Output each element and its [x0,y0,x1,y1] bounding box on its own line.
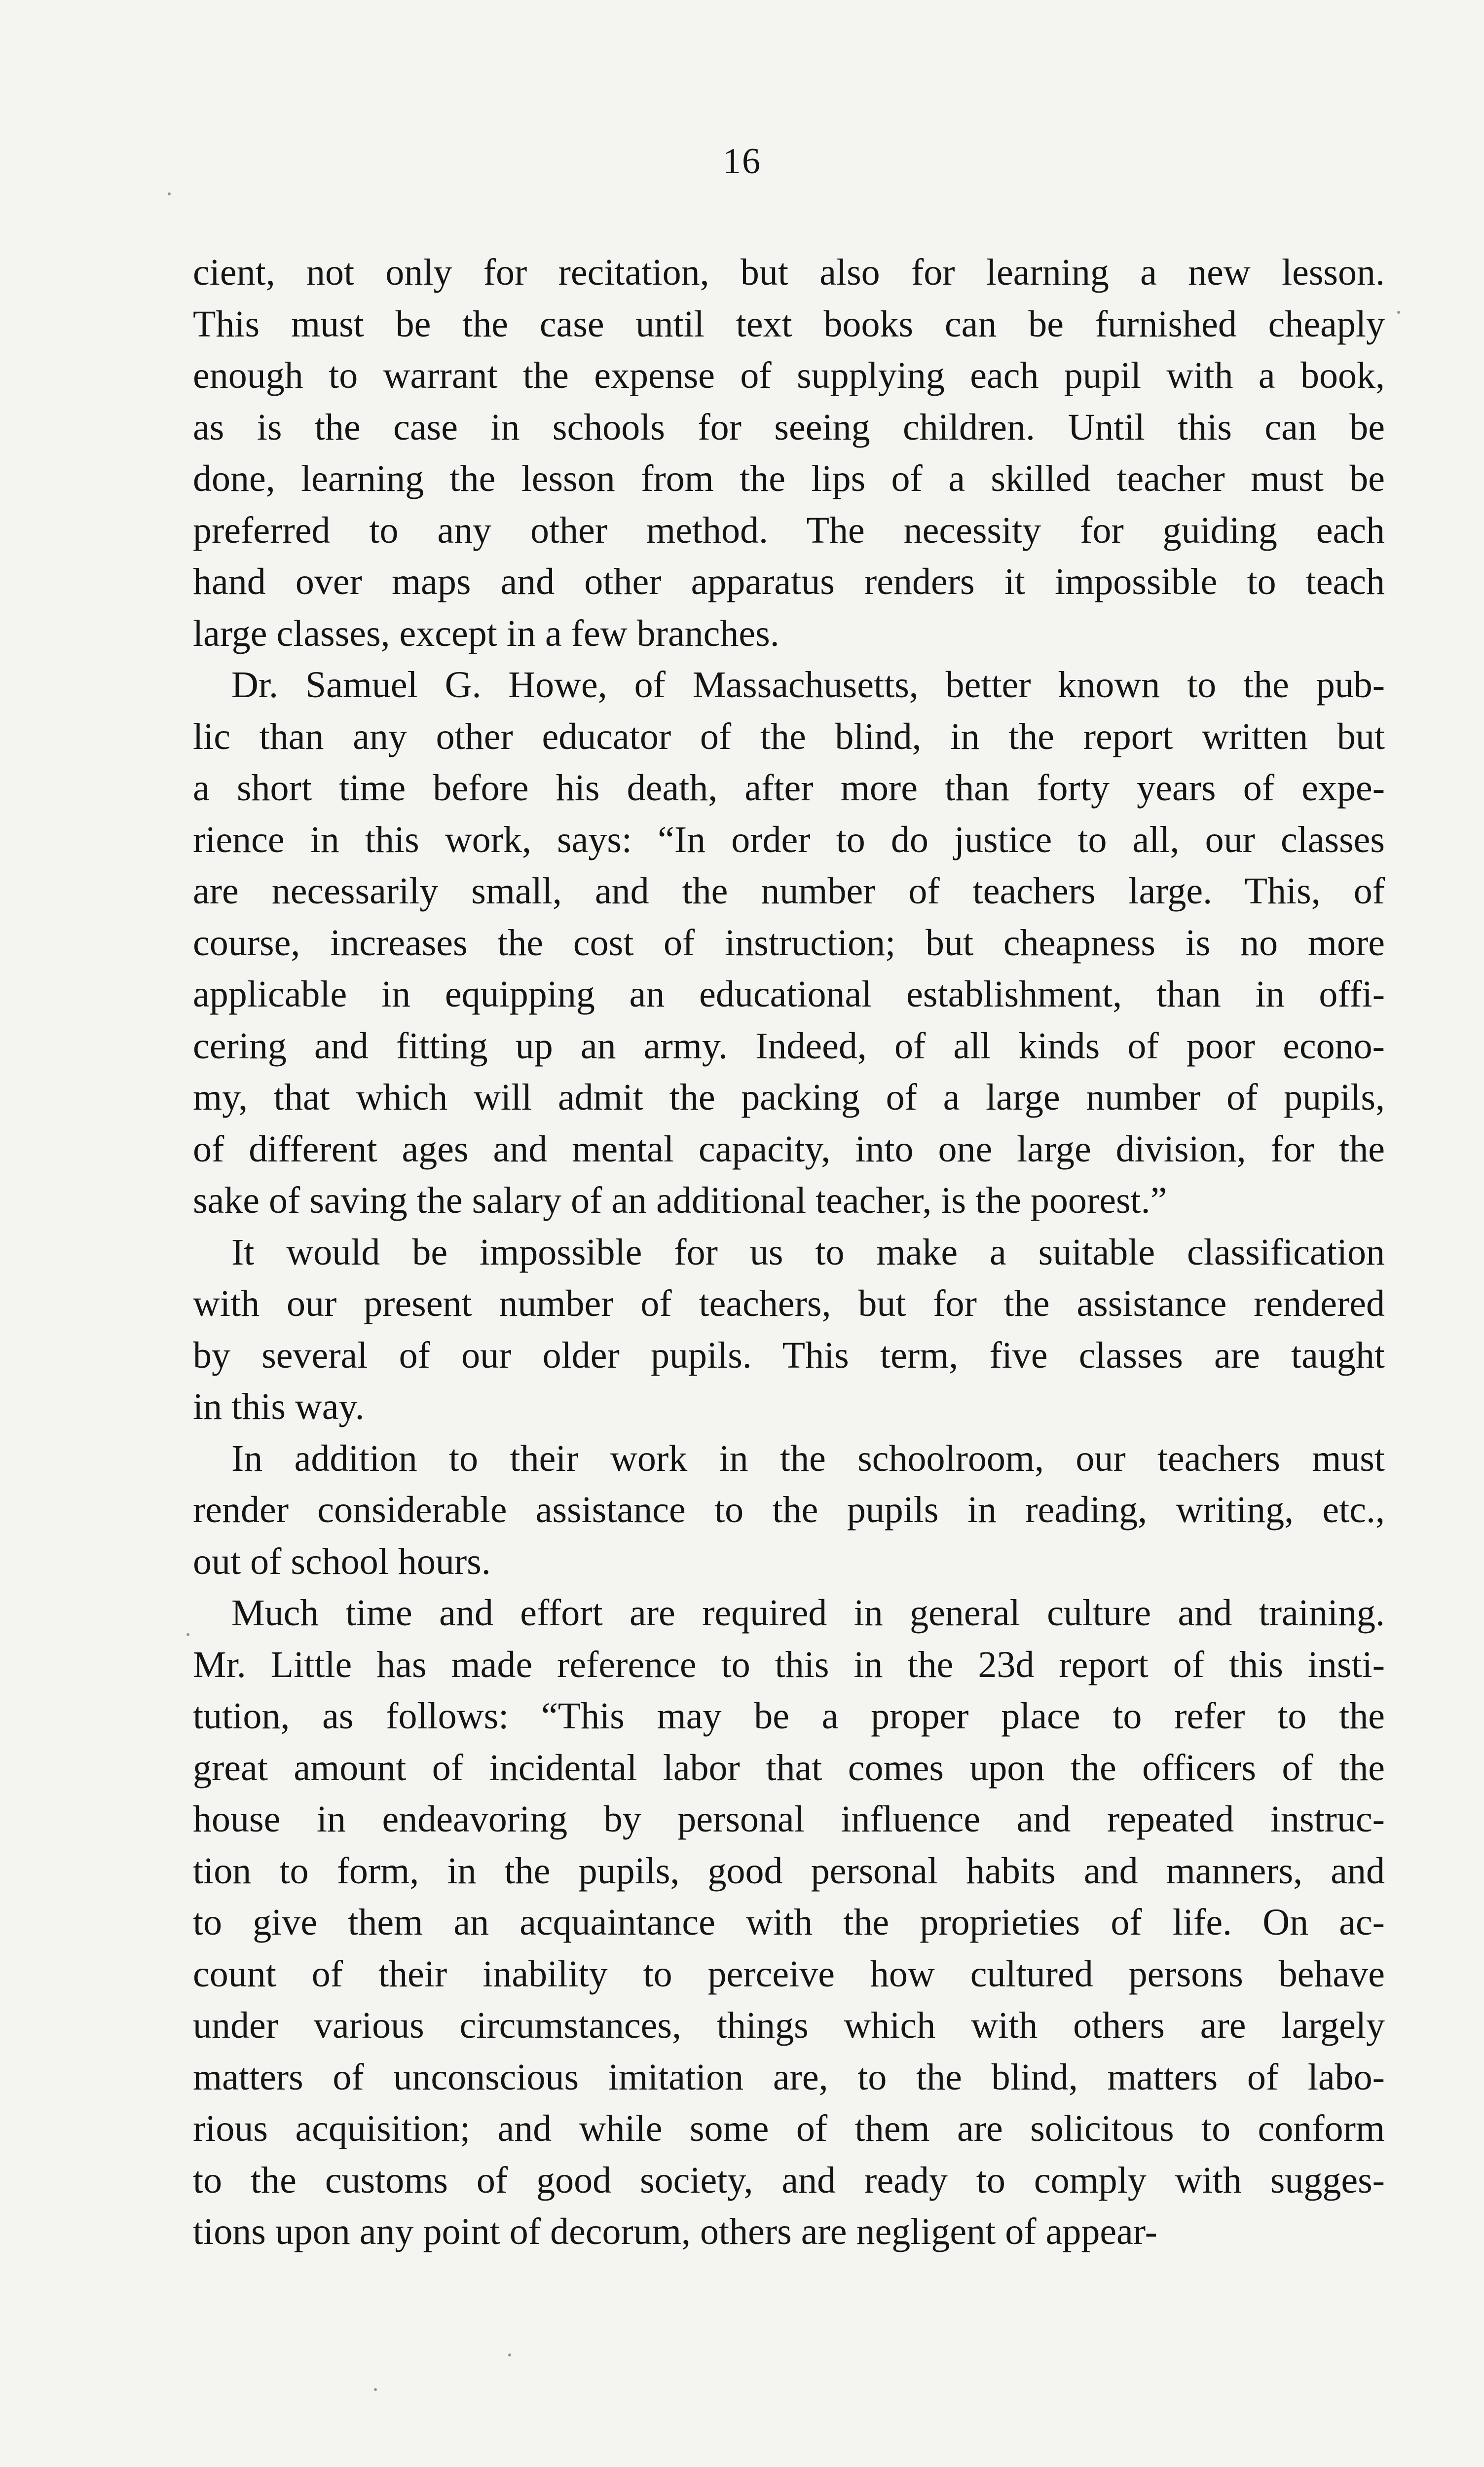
text-line: render considerable assistance to the pupils in reading, writing, etc., [193,1489,1385,1531]
text-line: out of school hours. [193,1540,491,1582]
print-speck [374,2388,377,2391]
text-line: applicable in equipping an educational establishment, than in offi- [193,973,1385,1015]
paragraph-3 [193,1227,1385,1433]
text-line: in this way. [193,1386,365,1427]
text-line: done, learning the lesson from the lips of a skilled teacher must be [193,458,1385,499]
print-speck [1397,311,1400,314]
text-line: This must be the case until text books can be furnished cheaply [193,303,1385,345]
text-line: tions upon any point of decorum, others are negligent of appear- [193,2211,1157,2252]
text-line: cient, not only for recitation, but also for learning a new lesson. [193,252,1385,293]
text-line: Dr. Samuel G. Howe, of Massachusetts, better known to the pub- [231,664,1385,706]
text-line: tution, as follows: “This may be a proper place to refer to the [193,1695,1385,1737]
text-line: by several of our older pupils. This term, five classes are taught [193,1334,1385,1376]
text-line: matters of unconscious imitation are, to the blind, matters of labo- [193,2056,1385,2098]
text-line: to give them an acquaintance with the proprieties of life. On ac- [193,1902,1385,1943]
text-line: are necessarily small, and the number of teachers large. This, of [193,870,1385,912]
text-line: to the customs of good society, and ready to comply with sugges- [193,2159,1385,2201]
text-line: cering and fitting up an army. Indeed, of all kinds of poor econo- [193,1025,1385,1067]
text-line: sake of saving the salary of an additional teacher, is the poorest.” [193,1180,1167,1221]
text-line: of different ages and mental capacity, into one large division, for the [193,1128,1385,1170]
text-line: as is the case in schools for seeing children. Until this can be [193,406,1385,448]
text-line: under various circumstances, things which with others are largely [193,2005,1385,2046]
text-line: large classes, except in a few branches. [193,612,779,654]
text-line: hand over maps and other apparatus renders it impossible to teach [193,561,1385,602]
text-line: my, that which will admit the packing of a large number of pupils, [193,1077,1385,1118]
text-line: with our present number of teachers, but for the assistance rendered [193,1283,1385,1324]
text-line: tion to form, in the pupils, good personal habits and manners, and [193,1850,1385,1892]
paragraph-5 [193,1587,1385,2258]
paragraph-1 [193,247,1385,659]
page-number: 16 [723,141,761,182]
text-line: Much time and effort are required in general culture and training. [231,1592,1385,1634]
print-speck [508,2354,511,2356]
text-line: course, increases the cost of instruction; but cheapness is no more [193,922,1385,964]
text-line: lic than any other educator of the blind, in the report written but [193,715,1385,757]
paragraph-4 [193,1433,1385,1588]
text-line: count of their inability to perceive how cultured persons behave [193,1953,1385,1995]
text-line: house in endeavoring by personal influence and repeated instruc- [193,1798,1385,1840]
body-text [193,247,1385,2258]
text-line: great amount of incidental labor that comes upon the officers of the [193,1747,1385,1789]
paragraph-2 [193,659,1385,1227]
print-speck [168,192,171,195]
text-line: Mr. Little has made reference to this in the 23d report of this insti- [193,1644,1385,1685]
text-line: enough to warrant the expense of supplying each pupil with a book, [193,355,1385,396]
text-line: In addition to their work in the schoolroom, our teachers must [231,1437,1385,1479]
text-line: It would be impossible for us to make a suitable classification [231,1231,1385,1273]
text-line: a short time before his death, after more than forty years of expe- [193,767,1385,809]
text-line: rience in this work, says: “In order to do justice to all, our classes [193,819,1385,860]
print-speck [186,1633,189,1636]
text-line: rious acquisition; and while some of them are solicitous to conform [193,2108,1385,2149]
text-line: preferred to any other method. The necessity for guiding each [193,509,1385,551]
